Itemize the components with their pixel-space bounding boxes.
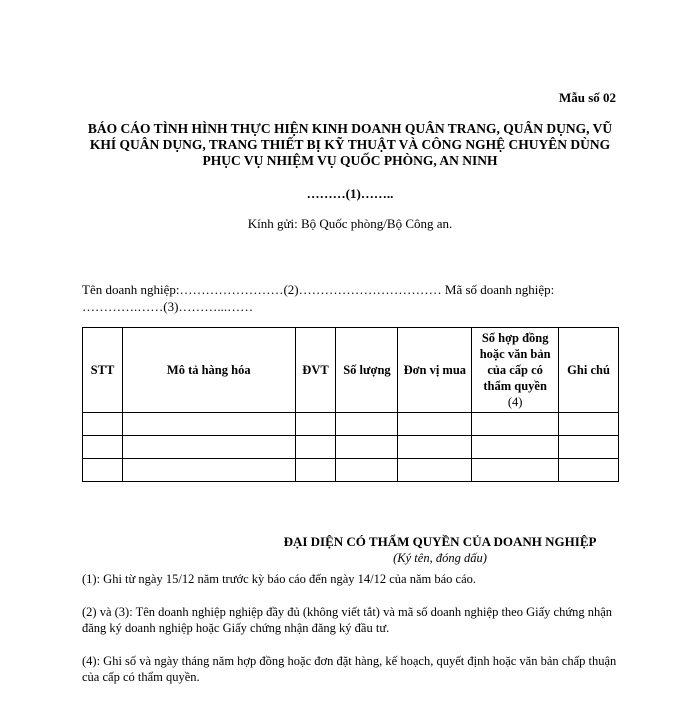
notes-section (82, 571, 622, 702)
recipient-line: Kính gửi: Bộ Quốc phòng/Bộ Công an. (247, 216, 453, 231)
representative-block (250, 534, 630, 566)
reference-line: ………(1)…….. (306, 186, 394, 201)
goods-table (82, 327, 619, 482)
header-stt: STT (83, 328, 123, 413)
business-info (82, 281, 622, 315)
representative-title: ĐẠI DIỆN CÓ THẨM QUYỀN CỦA DOANH NGHIỆP (283, 534, 597, 549)
header-quantity: Số lượng (336, 328, 398, 413)
form-number: Mẫu số 02 (558, 90, 616, 105)
header-note: Ghi chú (559, 328, 619, 413)
header-contract (472, 328, 559, 413)
header-description: Mô tả hàng hóa (122, 328, 295, 413)
report-title: BÁO CÁO TÌNH HÌNH THỰC HIỆN KINH DOANH QUÂN TRANG, QUÂN DỤNG, VŨ KHÍ QUÂN DỤNG, TRANG THIẾT BỊ KỸ THUẬT VÀ CÔNG NGHỆ CHUYÊN DÙNG PHỤC VỤ NHIỆM VỤ QUỐC PHÒNG, AN NINH (87, 121, 613, 168)
business-code-line: ………….……(3)………...…… (82, 299, 254, 314)
table-row (83, 436, 619, 459)
note-4: (4): Ghi số và ngày tháng năm hợp đồng hoặc đơn đặt hàng, kế hoạch, quyết định hoặc văn bản chấp thuận của cấp có thẩm quyền. (82, 654, 617, 684)
note-2-3: (2) và (3): Tên doanh nghiệp nghiệp đầy đủ (không viết tắt) và mã số doanh nghiệp theo Giấy chứng nhận đăng ký doanh nghiệp hoặc Giấy chứng nhận đăng ký đầu tư. (82, 605, 613, 635)
table-header-row (83, 328, 619, 413)
header-contract-label: Số hợp đồng hoặc văn bản của cấp có thẩm quyền (479, 331, 551, 393)
header-buyer: Đơn vị mua (398, 328, 472, 413)
representative-subtitle: (Ký tên, đóng dấu) (393, 551, 487, 565)
table-row (83, 413, 619, 436)
header-unit: ĐVT (295, 328, 336, 413)
business-name-line: Tên doanh nghiệp:……………………(2)…………………………… Mã số doanh nghiệp: (82, 282, 555, 297)
table-row (83, 459, 619, 482)
header-contract-ref: (4) (507, 395, 523, 409)
note-1: (1): Ghi từ ngày 15/12 năm trước kỳ báo cáo đến ngày 14/12 của năm báo cáo. (82, 572, 477, 586)
